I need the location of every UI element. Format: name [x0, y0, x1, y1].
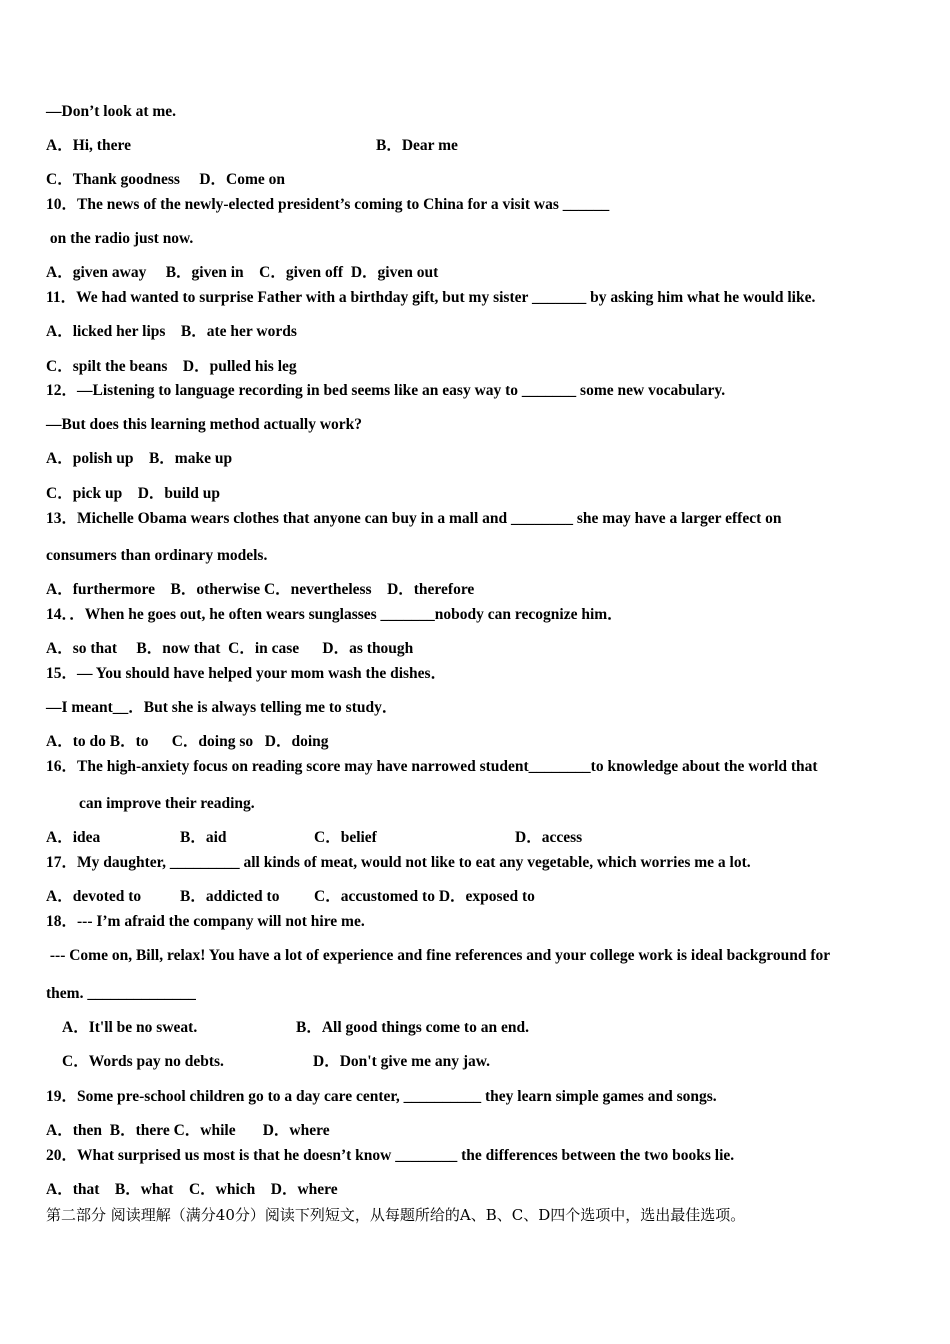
- text-line: 15．— You should have helped your mom wash the dishes．: [46, 665, 447, 682]
- text-line: B．Dear me: [376, 137, 458, 154]
- text-line: —But does this learning method actually work?: [46, 416, 363, 433]
- text-line: C．pick up D．build up: [46, 485, 221, 502]
- text-line: them. ______________: [46, 985, 196, 1002]
- text-line: A．to do B．to C．doing so D．doing: [46, 733, 329, 750]
- text-line: A．polish up B．make up: [46, 450, 233, 467]
- text-line: C．spilt the beans D．pulled his leg: [46, 358, 297, 375]
- text-line: 12．—Listening to language recording in bed seems like an easy way to _______ some new vocabulary.: [46, 382, 726, 399]
- text-line: B．All good things come to an end.: [296, 1019, 529, 1036]
- text-line: A．idea: [46, 829, 101, 846]
- text-line: 18．--- I’m afraid the company will not hire me.: [46, 913, 365, 930]
- text-line: C．Words pay no debts.: [62, 1053, 224, 1070]
- text-line: 20．What surprised us most is that he doesn’t know ________ the differences between the two books lie.: [46, 1147, 735, 1164]
- text-line: A．licked her lips B．ate her words: [46, 323, 297, 340]
- text-line: —Don’t look at me.: [46, 103, 177, 120]
- text-line: A．Hi, there: [46, 137, 131, 154]
- text-line: 11．We had wanted to surprise Father with a birthday gift, but my sister _______ by asking him what he would like.: [46, 289, 816, 306]
- text-line: on the radio just now.: [46, 230, 194, 247]
- text-line: A．given away B．given in C．given off D．given out: [46, 264, 439, 281]
- text-line: 13．Michelle Obama wears clothes that anyone can buy in a mall and ________ she may have a larger effect on: [46, 510, 782, 527]
- text-line: C．accustomed to D．exposed to: [314, 888, 535, 905]
- text-line: —I meant__．But she is always telling me to study．: [46, 699, 398, 716]
- text-line: 10．The news of the newly-elected president’s coming to China for a visit was ______: [46, 196, 610, 213]
- text-line: D．access: [515, 829, 583, 846]
- text-line: consumers than ordinary models.: [46, 547, 268, 564]
- text-line: 19．Some pre-school children go to a day care center, __________ they learn simple games and songs.: [46, 1088, 717, 1105]
- text-line: A．furthermore B．otherwise C．nevertheless D．therefore: [46, 581, 475, 598]
- text-line: can improve their reading.: [79, 795, 255, 812]
- text-line: A．It'll be no sweat.: [62, 1019, 198, 1036]
- section-heading: 第二部分 阅读理解（满分40分）阅读下列短文，从每题所给的A、B、C、D四个选项中，选出最佳选项。: [46, 1206, 746, 1224]
- text-line: A．that B．what C．which D．where: [46, 1181, 338, 1198]
- text-line: 16．The high-anxiety focus on reading score may have narrowed student________to knowledge about the world that: [46, 758, 818, 775]
- text-line: C．Thank goodness D．Come on: [46, 171, 286, 188]
- text-line: C．belief: [314, 829, 377, 846]
- text-line: A．then B．there C．while D．where: [46, 1122, 330, 1139]
- text-line: B．aid: [180, 829, 227, 846]
- text-line: D．Don't give me any jaw.: [313, 1053, 490, 1070]
- text-line: A．so that B．now that C．in case D．as though: [46, 640, 414, 657]
- text-line: --- Come on, Bill, relax! You have a lot of experience and fine references and your college work is ideal background for: [46, 947, 831, 964]
- text-line: B．addicted to: [180, 888, 280, 905]
- text-line: 14．．When he goes out, he often wears sunglasses _______nobody can recognize him．: [46, 606, 623, 623]
- text-line: A．devoted to: [46, 888, 142, 905]
- text-line: 17．My daughter, _________ all kinds of meat, would not like to eat any vegetable, which worries me a lot.: [46, 854, 751, 871]
